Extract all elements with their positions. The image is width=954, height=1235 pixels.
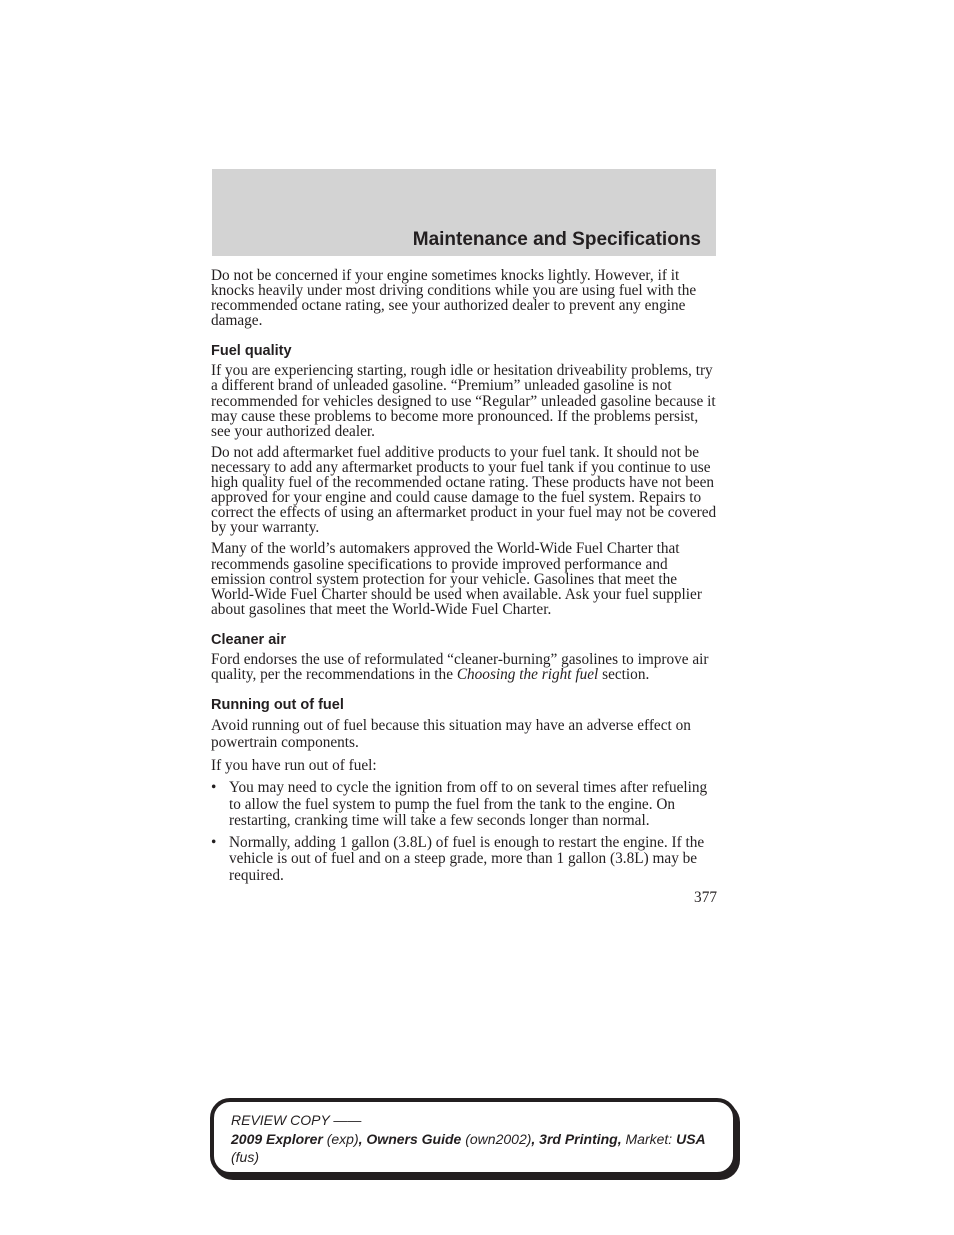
model-code: (exp) bbox=[326, 1130, 359, 1147]
printing-info: 3rd Printing, bbox=[539, 1130, 622, 1147]
market-label: Market: bbox=[625, 1130, 673, 1147]
section-title: Maintenance and Specifications bbox=[412, 229, 701, 250]
running-out-paragraph-2: If you have run out of fuel: bbox=[211, 757, 377, 775]
market-code: (fus) bbox=[231, 1149, 259, 1165]
running-out-paragraph-1: Avoid running out of fuel because this situation may have an adverse effect on powertrain components. bbox=[211, 717, 691, 752]
fuel-quality-heading: Fuel quality bbox=[211, 343, 292, 360]
page-content bbox=[211, 268, 717, 905]
publication-info bbox=[231, 1130, 721, 1149]
intro-paragraph: Do not be concerned if your engine sometimes knocks lightly. However, if it knocks heavily under most driving conditions while you are using fuel with the recommended octane rating, see your authorized dealer to prevent any engine damage. bbox=[211, 267, 697, 330]
section-header-band bbox=[212, 169, 716, 256]
guide-code: (own2002) bbox=[465, 1130, 532, 1147]
review-copy-line: REVIEW COPY —— bbox=[231, 1112, 362, 1128]
fuel-quality-paragraph-1: If you are experiencing starting, rough idle or hesitation driveability problems, try a different brand of unleaded gasoline. “Premium” unleaded gasoline is not recommended for vehicles designed to use “Regular” unleaded gasoline because it may cause these problems to become more pronounced. If the problems persist, see your authorized dealer. bbox=[211, 362, 716, 440]
page-number: 377 bbox=[694, 888, 717, 906]
separator: , bbox=[358, 1130, 367, 1147]
cleaner-air-heading: Cleaner air bbox=[211, 631, 286, 648]
separator: , bbox=[531, 1130, 540, 1147]
cleaner-air-text: Ford endorses the use of reformulated “cleaner-burning” gasolines to improve air quality, per the recommendations in the bbox=[211, 650, 709, 683]
model-name: 2009 Explorer bbox=[231, 1130, 323, 1147]
guide-name: Owners Guide bbox=[366, 1130, 462, 1147]
bullet-icon: • bbox=[211, 833, 217, 851]
cleaner-air-paragraph bbox=[211, 652, 717, 682]
market-name: USA bbox=[676, 1130, 706, 1147]
list-item bbox=[211, 835, 717, 885]
running-out-heading: Running out of fuel bbox=[211, 697, 344, 714]
bullet-icon: • bbox=[211, 779, 217, 797]
list-item-text: You may need to cycle the ignition from off to on several times after refueling to allow the fuel system to pump the fuel from the tank to the engine. On restarting, cranking time will take a few seconds longer than normal. bbox=[229, 779, 708, 830]
list-item bbox=[211, 780, 717, 830]
section-reference: Choosing the right fuel bbox=[456, 665, 599, 683]
review-copy-stamp bbox=[210, 1098, 737, 1176]
fuel-quality-paragraph-2: Do not add aftermarket fuel additive products to your fuel tank. It should not be necessary to add any aftermarket products to your fuel tank if you continue to use high quality fuel of the recommended octane rating. These products have not been approved for your engine and could cause damage to the fuel system. Repairs to correct the effects of using an aftermarket product in your fuel may not be covered by your warranty. bbox=[211, 443, 717, 537]
fuel-quality-paragraph-3: Many of the world’s automakers approved the World-Wide Fuel Charter that recommends gasoline specifications to provide improved performance and emission control system protection for your vehicle. Gasolines that meet the World-Wide Fuel Charter should be used when available. Ask your fuel supplier about gasolines that meet the World-Wide Fuel Charter. bbox=[211, 540, 702, 618]
list-item-text: Normally, adding 1 gallon (3.8L) of fuel is enough to restart the engine. If the vehicle is out of fuel and on a steep grade, more than 1 gallon (3.8L) may be required. bbox=[229, 833, 705, 885]
running-out-list bbox=[211, 780, 717, 885]
cleaner-air-text-end: section. bbox=[598, 665, 650, 683]
